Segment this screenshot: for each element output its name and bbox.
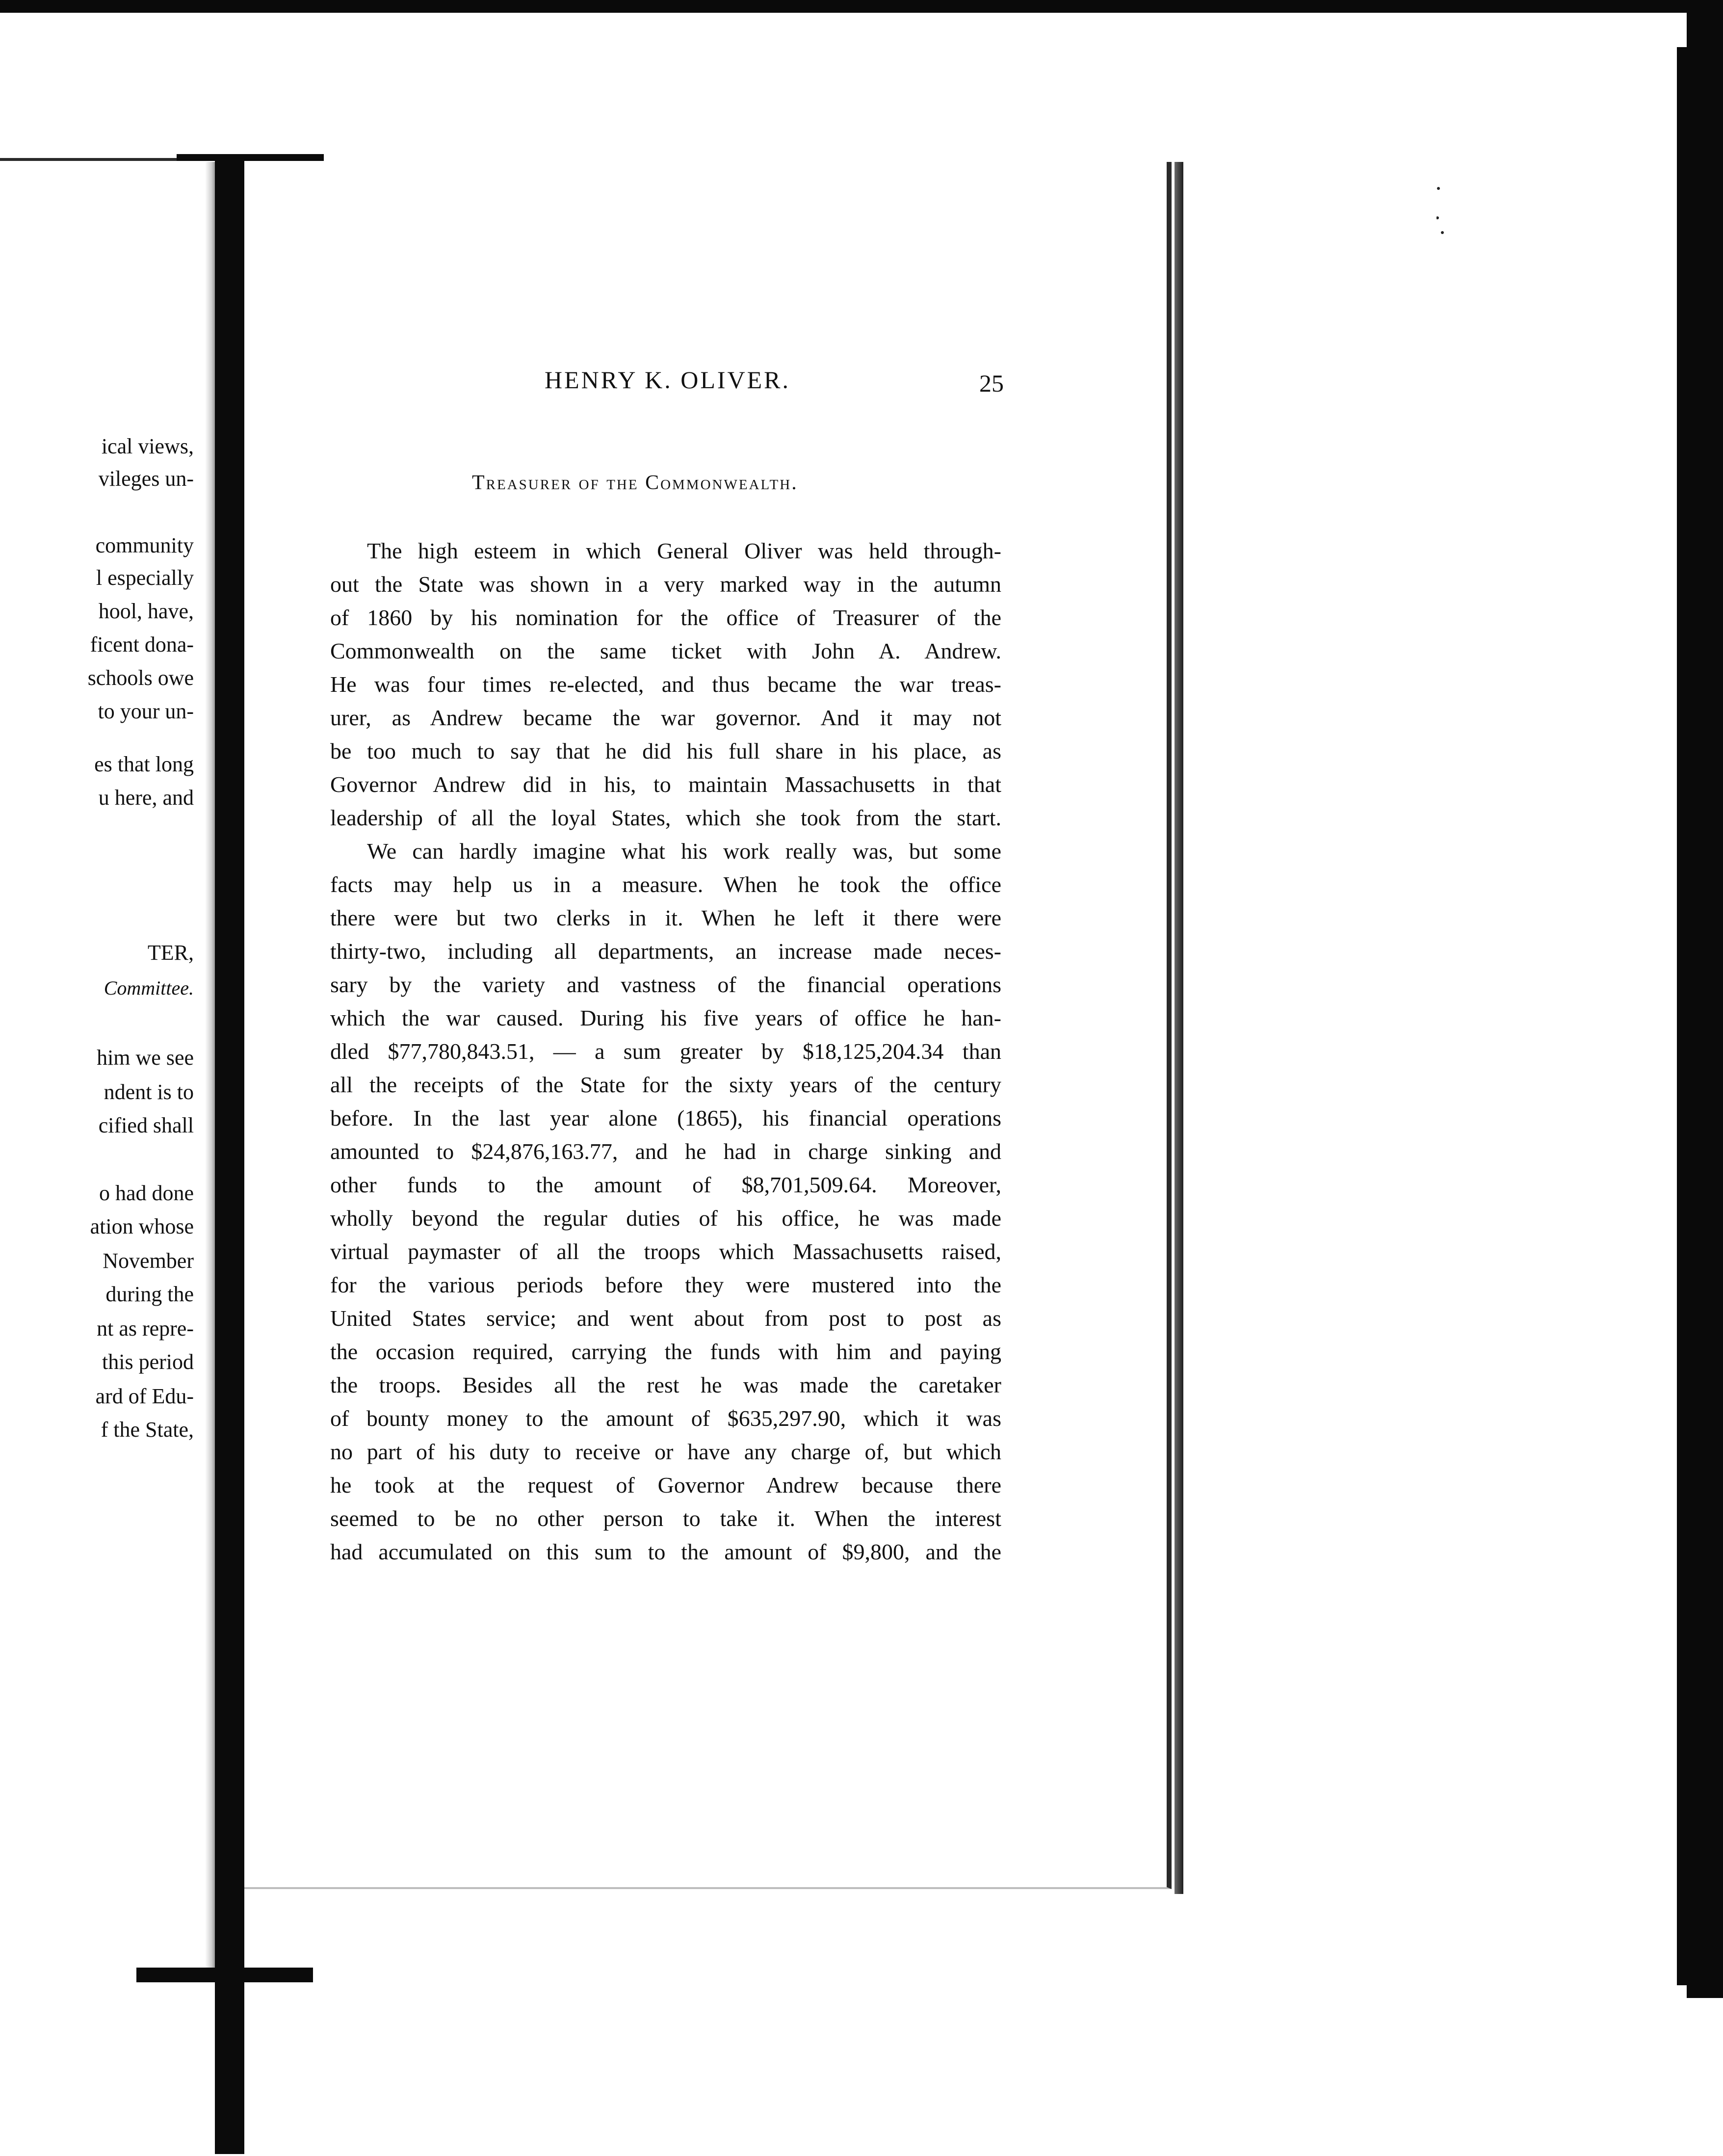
spine-top-bar [177,154,324,161]
body-line: no part of his duty to receive or have any charge of, but which [330,1439,1001,1464]
facing-page-line: him we see [97,1046,194,1070]
body-line: virtual paymaster of all the troops which Massachusetts raised, [330,1239,1001,1264]
body-line: there were but two clerks in it. When he left it there were [330,905,1001,930]
facing-page-line: vileges un- [98,467,194,491]
facing-page-line: during the [105,1282,194,1306]
microfilm-frame-right-inner [1677,47,1687,1985]
facing-page-line: l especially [96,566,194,590]
book-spine [215,156,244,2154]
body-line: the troops. Besides all the rest he was made the caretaker [330,1372,1001,1397]
facing-page-line: ndent is to [104,1080,194,1104]
microfilm-frame-top [0,0,1723,13]
page-gutter-shadow [205,162,216,1977]
body-line: all the receipts of the State for the sixty years of the century [330,1072,1001,1097]
body-line: be too much to say that he did his full share in his place, as [330,738,1001,763]
body-line: amounted to $24,876,163.77, and he had in charge sinking and [330,1139,1001,1164]
speck [1441,231,1444,234]
body-line: seemed to be no other person to take it. When the interest [330,1506,1001,1531]
body-line: The high esteem in which General Oliver was held through- [367,538,1001,563]
facing-page-line: nt as repre- [97,1316,194,1341]
facing-page-line: hool, have, [98,599,194,623]
facing-page-line: schools owe [87,666,194,690]
facing-page-line: ard of Edu- [95,1384,194,1408]
body-line: thirty-two, including all departments, an increase made neces- [330,939,1001,964]
body-line: other funds to the amount of $8,701,509.64. Moreover, [330,1172,1001,1197]
facing-page-line: to your un- [98,699,194,723]
scan-specks [1436,186,1446,245]
body-line: the occasion required, carrying the funds with him and paying [330,1339,1001,1364]
section-heading-text: Treasurer of the Commonwealth. [472,472,798,494]
facing-page-line: o had done [99,1181,194,1205]
body-line: out the State was shown in a very marked way in the autumn [330,572,1001,597]
body-line: He was four times re-elected, and thus became the war treas- [330,672,1001,697]
microfilm-frame-right [1687,0,1723,1998]
speck [1437,187,1440,190]
body-line: of bounty money to the amount of $635,297.90, which it was [330,1406,1001,1431]
body-line: which the war caused. During his five years of office he han- [330,1005,1001,1030]
body-line: he took at the request of Governor Andrew because there [330,1472,1001,1498]
body-line: wholly beyond the regular duties of his office, he was made [330,1206,1001,1231]
body-line: Commonwealth on the same ticket with John A. Andrew. [330,638,1001,663]
section-heading [472,471,798,495]
page-number: 25 [979,369,1004,397]
body-line: facts may help us in a measure. When he took the office [330,872,1001,897]
body-line: We can hardly imagine what his work really was, but some [367,839,1001,864]
facing-page-line: es that long [94,752,194,776]
facing-page-line: f the State, [101,1418,194,1442]
body-line: for the various periods before they were mustered into the [330,1272,1001,1297]
spine-bottom-bar [136,1968,313,1982]
facing-page-line: u here, and [98,786,194,810]
body-line: of 1860 by his nomination for the office of Treasurer of the [330,605,1001,630]
facing-page-line: ficent dona- [90,632,194,657]
body-line: urer, as Andrew became the war governor. And it may not [330,705,1001,730]
body-line: leadership of all the loyal States, which she took from the start. [330,805,1001,830]
facing-page-signature: TER, [147,941,194,965]
facing-page-line: November [103,1249,194,1273]
body-line: Governor Andrew did in his, to maintain Massachusetts in that [330,772,1001,797]
facing-page-line: cified shall [98,1113,194,1137]
facing-page-line: community [95,533,194,557]
facing-page-line: this period [102,1350,194,1374]
page-edge [1175,162,1183,1894]
facing-page-line: ation whose [90,1214,194,1238]
speck [1436,216,1439,219]
body-line: sary by the variety and vastness of the financial operations [330,972,1001,997]
facing-page-line: ical views, [101,434,194,458]
facing-page-signature-title: Committee. [104,977,194,999]
frame-gap [0,13,1723,47]
body-line: United States service; and went about from post to post as [330,1306,1001,1331]
body-line: had accumulated on this sum to the amount of $9,800, and the [330,1539,1001,1564]
body-line: before. In the last year alone (1865), his financial operations [330,1105,1001,1131]
running-head: HENRY K. OLIVER. [545,366,791,394]
body-line: dled $77,780,843.51, — a sum greater by $18,125,204.34 than [330,1039,1001,1064]
